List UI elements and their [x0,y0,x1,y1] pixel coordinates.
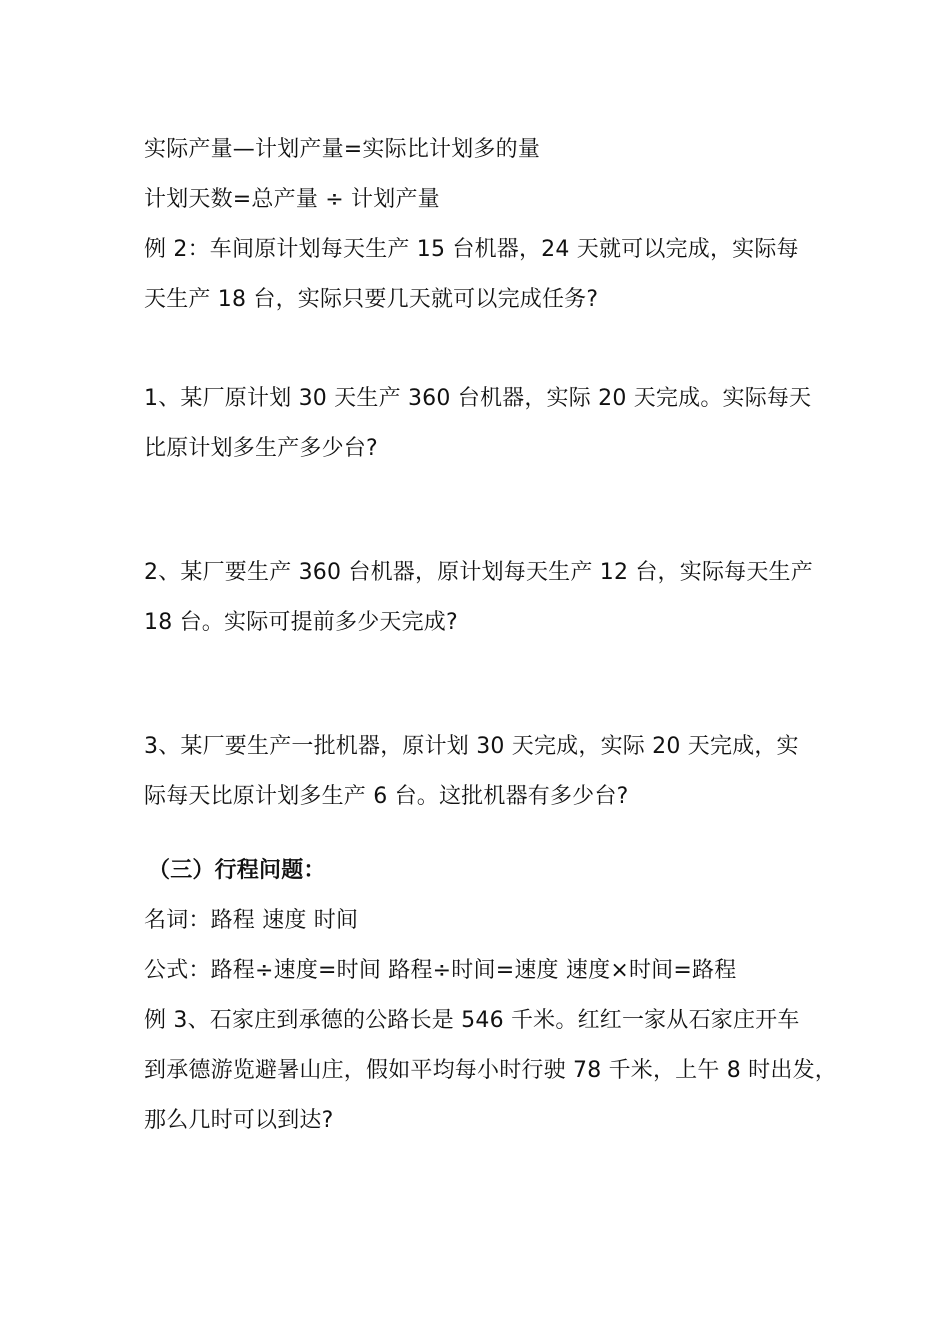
example-2-line-2: 天生产 18 台，实际只要几天就可以完成任务? [144,287,599,312]
example-2-line-1: 例 2：车间原计划每天生产 15 台机器，24 天就可以完成，实际每 [144,237,799,262]
problem-3-line-1: 3、某厂要生产一批机器，原计划 30 天完成，实际 20 天完成，实 [144,734,799,759]
formula-line-3: 公式：路程÷速度=时间 路程÷时间=速度 速度×时间=路程 [144,958,737,983]
problem-3-line-2: 际每天比原计划多生产 6 台。这批机器有多少台? [144,784,629,809]
example-3-line-2: 到承德游览避暑山庄，假如平均每小时行驶 78 千米，上午 8 时出发， [144,1058,837,1083]
problem-1-line-1: 1、某厂原计划 30 天生产 360 台机器，实际 20 天完成。实际每天 [144,386,812,411]
terms-line: 名词：路程 速度 时间 [144,908,359,933]
formula-line-1: 实际产量—计划产量=实际比计划多的量 [144,137,541,162]
problem-1-line-2: 比原计划多生产多少台? [144,436,378,461]
example-3-line-1: 例 3、石家庄到承德的公路长是 546 千米。红红一家从石家庄开车 [144,1008,800,1033]
example-3-line-3: 那么几时可以到达? [144,1108,334,1133]
problem-2-line-2: 18 台。实际可提前多少天完成? [144,610,458,635]
section-heading: （三）行程问题： [148,858,326,883]
formula-line-2: 计划天数=总产量 ÷ 计划产量 [144,187,440,212]
problem-2-line-1: 2、某厂要生产 360 台机器，原计划每天生产 12 台，实际每天生产 [144,560,813,585]
